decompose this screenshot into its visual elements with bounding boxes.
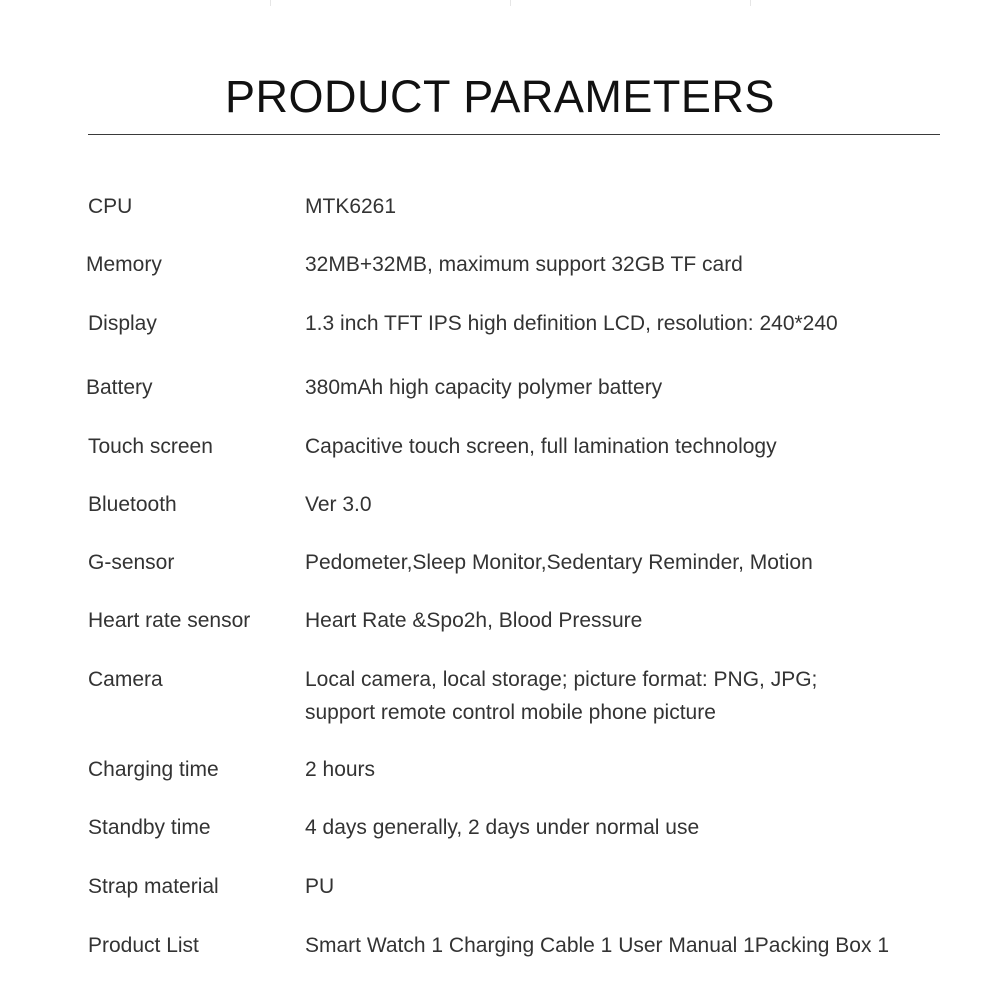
parameter-value-line: 32MB+32MB, maximum support 32GB TF card [305, 253, 743, 276]
parameter-label: Strap material [88, 875, 219, 898]
parameter-label: G-sensor [88, 551, 175, 574]
parameter-value-line: support remote control mobile phone picture [305, 701, 716, 724]
edge-tick [510, 0, 511, 6]
parameter-label: Bluetooth [88, 493, 177, 516]
parameter-label: Product List [88, 934, 199, 957]
parameter-label: Camera [88, 668, 163, 691]
parameter-value-line: 380mAh high capacity polymer battery [305, 376, 663, 399]
parameter-value-line: MTK6261 [305, 195, 397, 218]
page-title: PRODUCT PARAMETERS [225, 71, 775, 123]
parameter-value-line: Local camera, local storage; picture format: PNG, JPG; [305, 668, 818, 691]
parameter-label: Display [88, 312, 157, 335]
parameter-label: Standby time [88, 816, 211, 839]
parameter-value [305, 663, 985, 729]
parameter-value-line: Heart Rate &Spo2h, Blood Pressure [305, 609, 643, 632]
parameter-label: Touch screen [88, 435, 213, 458]
title-divider [88, 134, 940, 135]
parameter-value [305, 929, 985, 962]
parameter-value-line: Pedometer,Sleep Monitor,Sedentary Reminder, Motion [305, 551, 813, 574]
parameter-value-line: PU [305, 875, 335, 898]
parameter-value-line: 1.3 inch TFT IPS high definition LCD, resolution: 240*240 [305, 312, 838, 335]
parameter-label: CPU [88, 195, 133, 218]
parameter-value [305, 870, 985, 903]
parameter-value-line: Smart Watch 1 Charging Cable 1 User Manual 1Packing Box 1 [305, 934, 890, 957]
parameter-value [305, 488, 985, 521]
parameter-label: Heart rate sensor [88, 609, 251, 632]
edge-tick [750, 0, 751, 6]
parameter-value-line: Capacitive touch screen, full lamination technology [305, 435, 777, 458]
parameter-label: Charging time [88, 758, 219, 781]
parameter-value-line: 4 days generally, 2 days under normal use [305, 816, 700, 839]
parameter-value [305, 604, 985, 637]
edge-tick [270, 0, 271, 6]
parameter-value [305, 546, 985, 579]
parameter-value [305, 307, 985, 340]
parameter-value-line: 2 hours [305, 758, 376, 781]
top-edge-marks [0, 0, 1000, 8]
parameter-value [305, 371, 985, 404]
parameter-value [305, 248, 985, 281]
parameter-value [305, 753, 985, 786]
parameter-value [305, 811, 985, 844]
parameter-label: Battery [86, 376, 153, 399]
parameter-value [305, 430, 985, 463]
parameter-value-line: Ver 3.0 [305, 493, 372, 516]
parameter-value [305, 190, 985, 223]
parameter-label: Memory [86, 253, 162, 276]
